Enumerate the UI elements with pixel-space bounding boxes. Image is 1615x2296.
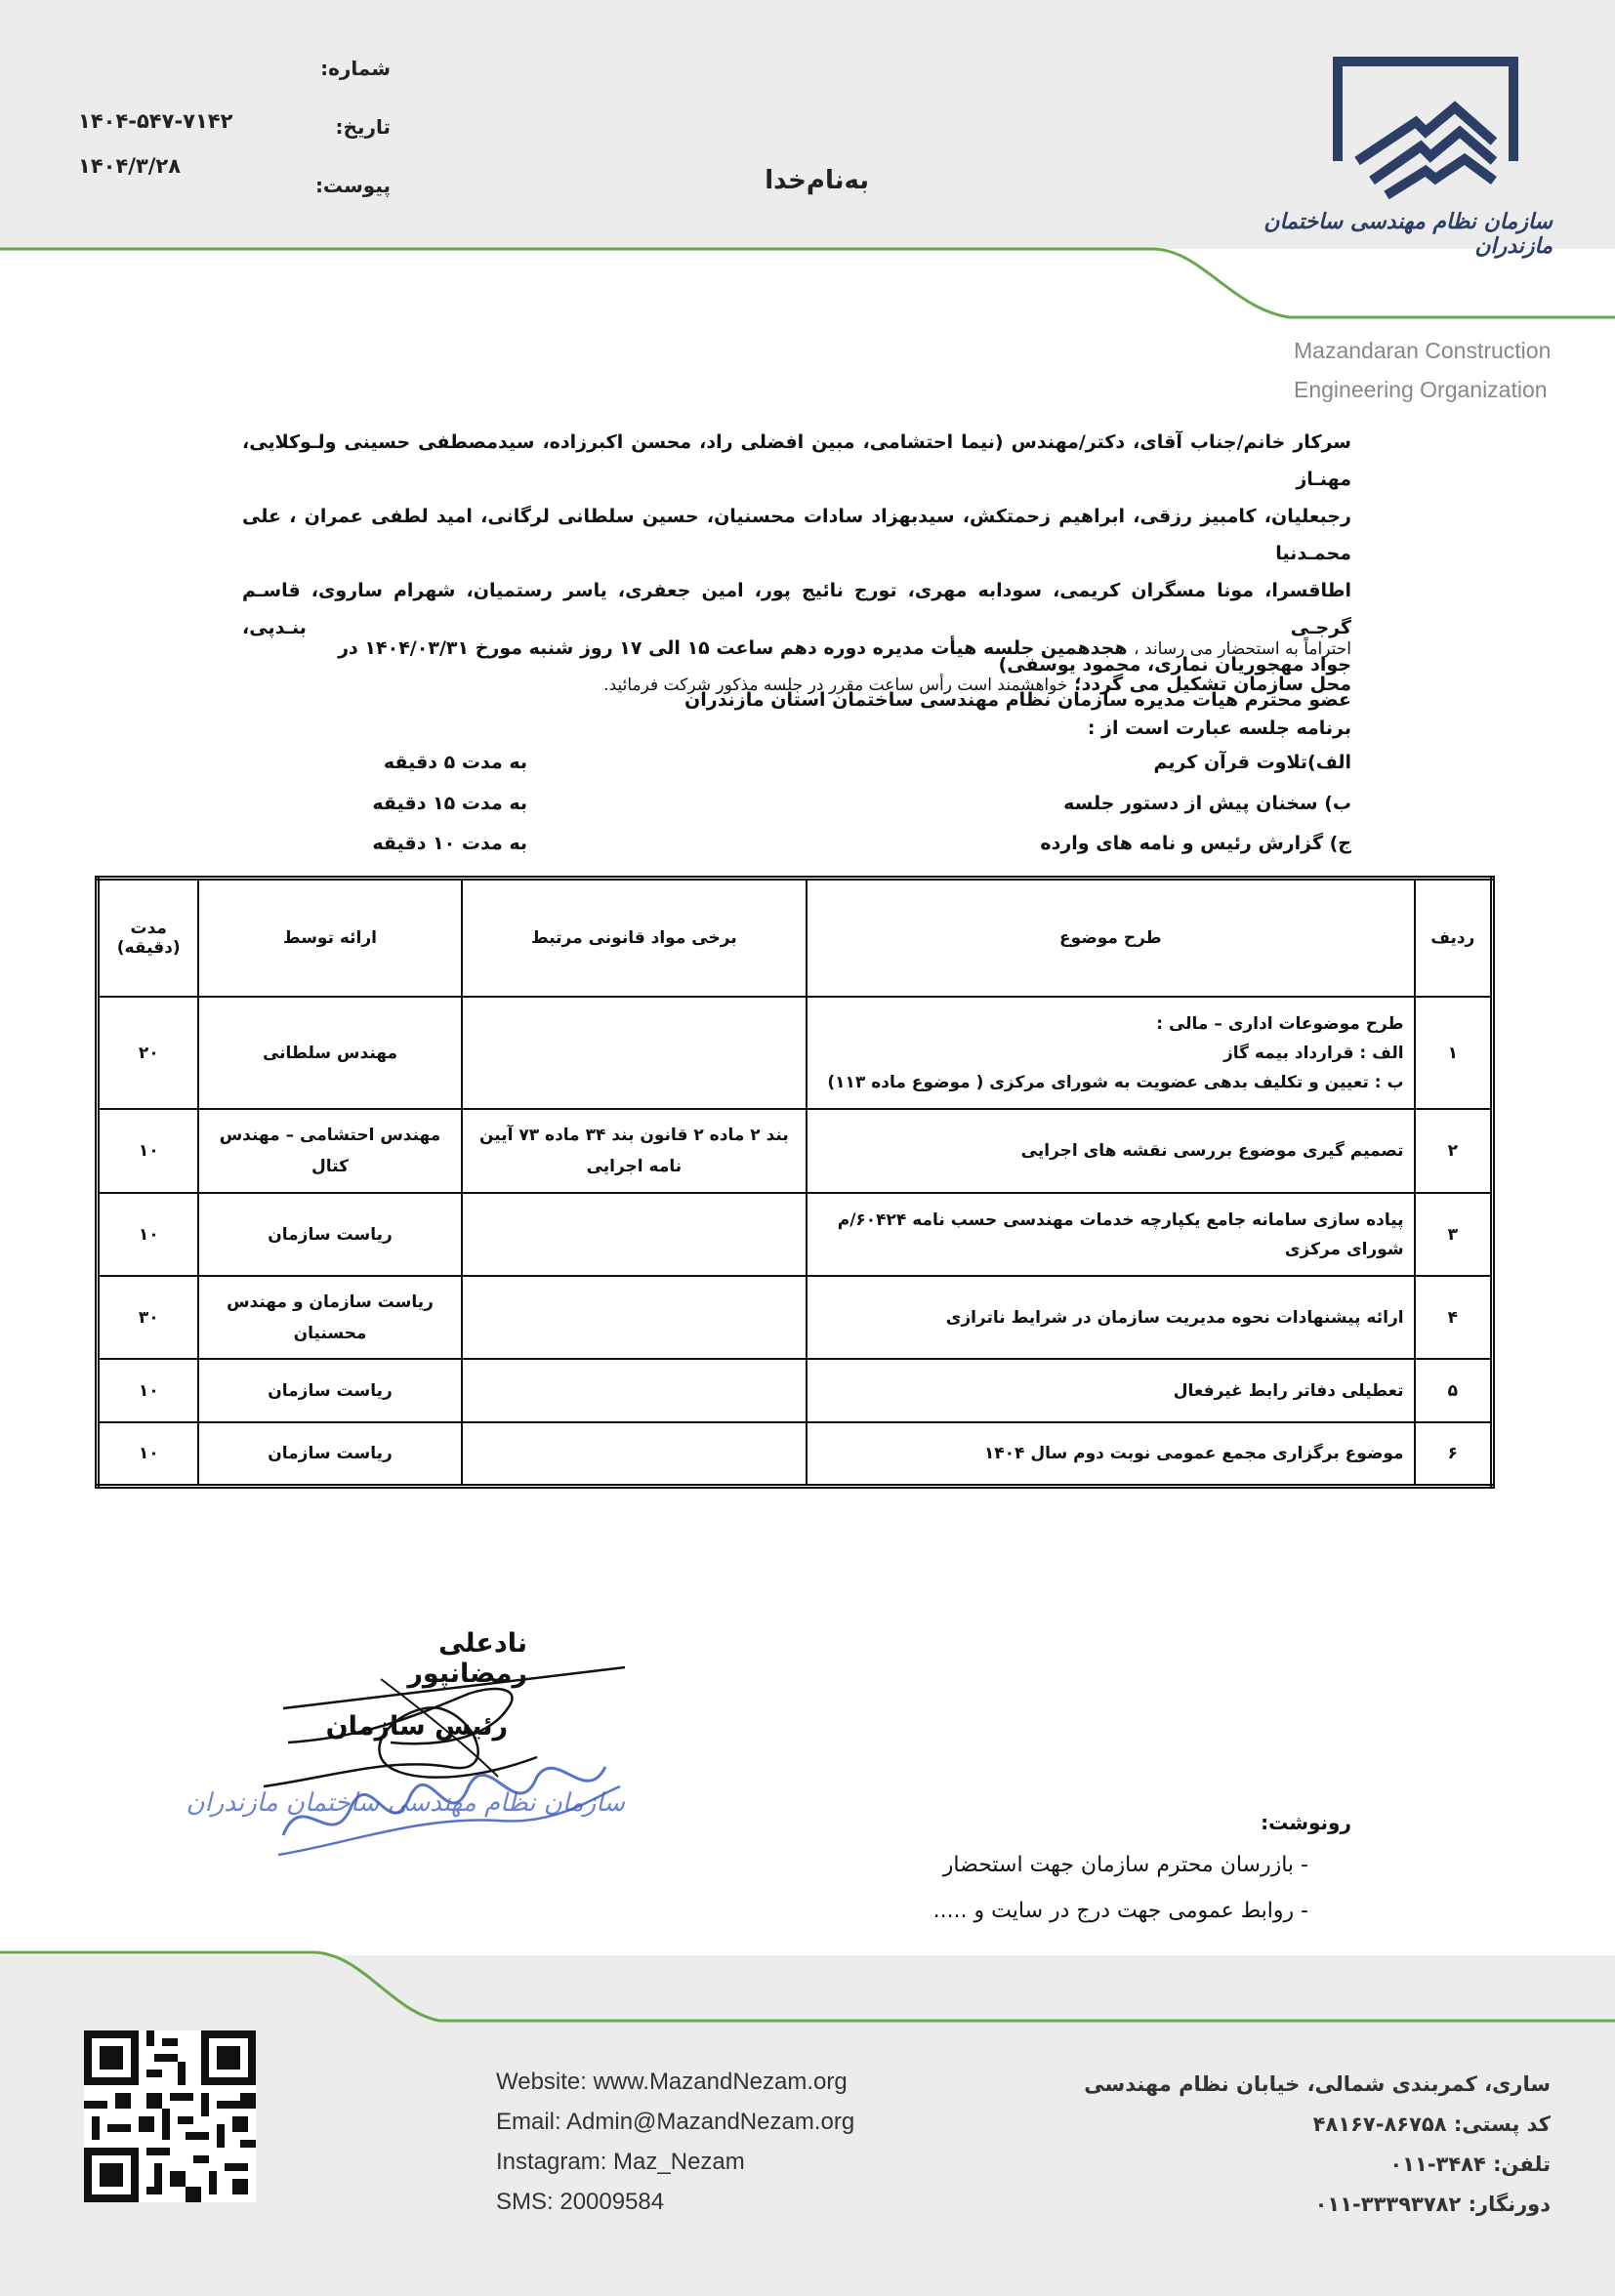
header-duration: مدت (دقیقه) xyxy=(98,879,199,998)
row-laws xyxy=(462,1276,808,1359)
row-laws xyxy=(462,1359,808,1422)
topic-line: ب : تعیین و تکلیف بدهی عضویت به شورای مرکزی ( موضوع ماده ۱۱۳) xyxy=(827,1072,1404,1092)
row-topic xyxy=(807,1109,1414,1193)
row-laws xyxy=(462,1422,808,1486)
program-heading: برنامه جلسه عبارت است از : xyxy=(1087,718,1351,739)
row-duration: ۱۰ xyxy=(98,1193,199,1276)
topic-line: ارائه پیشنهادات نحوه مدیریت سازمان در شرایط ناترازی xyxy=(945,1307,1404,1328)
program-item: الف)تلاوت قرآن کریم xyxy=(1153,752,1351,773)
footer-fax: دورنگار: ۳۳۳۹۳۷۸۲-۰۱۱ xyxy=(1314,2193,1551,2216)
header-row-number: ردیف xyxy=(1415,879,1493,998)
row-presenter: ریاست سازمان xyxy=(198,1193,461,1276)
row-topic xyxy=(807,1276,1414,1359)
letter-number: ۱۴۰۴-۵۴۷-۷۱۴۲ xyxy=(78,109,233,133)
cc-item: - بازرسان محترم سازمان جهت استحضار xyxy=(942,1853,1308,1877)
row-number: ۴ xyxy=(1415,1276,1493,1359)
footer-email: Email: Admin@MazandNezam.org xyxy=(496,2109,855,2135)
org-name-en-line2: Engineering Organization xyxy=(1294,377,1548,402)
program-item: ج) گزارش رئیس و نامه های وارده xyxy=(1040,833,1351,854)
program-duration: به مدت ۱۰ دقیقه xyxy=(372,833,527,854)
footer-website: Website: www.MazandNezam.org xyxy=(496,2069,848,2095)
row-laws xyxy=(462,1193,808,1276)
stamp-icon xyxy=(186,1728,635,1874)
table-row xyxy=(98,1276,1493,1359)
row-presenter: ریاست سازمان و مهندس محسنیان xyxy=(198,1276,461,1359)
invitation-location: محل سازمان تشکیل می گردد؛ xyxy=(1074,674,1351,695)
row-duration: ۱۰ xyxy=(98,1422,199,1486)
table-row xyxy=(98,1359,1493,1422)
header-laws: برخی مواد قانونی مرتبط xyxy=(462,879,808,998)
row-number: ۵ xyxy=(1415,1359,1493,1422)
footer-address: ساری، کمربندی شمالی، خیابان نظام مهندسی xyxy=(1084,2072,1551,2096)
basmala: به‌نام‌خدا xyxy=(765,166,869,195)
letter-date: ۱۴۰۴/۳/۲۸ xyxy=(78,154,182,178)
program-item: ب) سخنان پیش از دستور جلسه xyxy=(1063,793,1351,814)
date-label: تاریخ: xyxy=(335,115,391,139)
organization-logo-icon xyxy=(1328,54,1523,200)
signer-title: رئیس سازمان xyxy=(325,1711,508,1742)
stamp-text: سازمان نظام مهندسی ساختمان مازندران xyxy=(186,1788,625,1818)
invitation-intro: احتراماً به استحضار می رساند ، xyxy=(1134,639,1351,659)
row-topic xyxy=(807,997,1414,1109)
recipients-line: جواد مهجوریان نماری، محمود یوسفی) xyxy=(998,654,1351,676)
footer-sms: SMS: 20009584 xyxy=(496,2189,665,2215)
cc-item: - روابط عمومی جهت درج در سایت و ..... xyxy=(932,1899,1308,1923)
cc-heading: رونوشت: xyxy=(1261,1811,1351,1834)
number-label: شماره: xyxy=(320,57,391,80)
recipient-position: عضو محترم هیات مدیره سازمان نظام مهندسی ساختمان استان مازندران xyxy=(684,689,1351,711)
org-name-en-line1: Mazandaran Construction xyxy=(1294,338,1552,363)
topic-line: موضوع برگزاری مجمع عمومی نوبت دوم سال ۱۴۰۴ xyxy=(983,1443,1404,1463)
row-number: ۶ xyxy=(1415,1422,1493,1486)
invitation-request: خواهشمند است رأس ساعت مقرر در جلسه مذکور شرکت فرمائید. xyxy=(603,676,1068,695)
program-duration: به مدت ۵ دقیقه xyxy=(383,752,527,773)
footer-postal: کد پستی: ۸۶۷۵۸-۴۸۱۶۷ xyxy=(1312,2112,1551,2136)
invitation-line xyxy=(242,667,1351,703)
invitation-paragraph xyxy=(242,631,1351,703)
signer-name: نادعلی رمضانپور xyxy=(407,1628,527,1689)
logo-wordmark: سازمان نظام مهندسی ساختمان مازندران xyxy=(1263,210,1553,259)
table-row xyxy=(98,1109,1493,1193)
footer-instagram: Instagram: Maz_Nezam xyxy=(496,2149,745,2175)
topic-line: طرح موضوعات اداری – مالی : xyxy=(1156,1013,1404,1034)
header-presenter: ارائه توسط xyxy=(198,879,461,998)
header-topic: طرح موضوع xyxy=(807,879,1414,998)
row-duration: ۳۰ xyxy=(98,1276,199,1359)
invitation-meeting-details: هجدهمین جلسه هیأت مدیره دوره دهم ساعت ۱۵ الی ۱۷ روز شنبه مورخ ۱۴۰۴/۰۳/۳۱ در xyxy=(338,637,1128,659)
row-presenter: مهندس احتشامی – مهندس کتال xyxy=(198,1109,461,1193)
row-topic xyxy=(807,1422,1414,1486)
program-duration: به مدت ۱۵ دقیقه xyxy=(372,793,527,814)
recipients-line: اطاقسرا، مونا مسگران کریمی، سودابه مهری، تورج نائیج پور، امین جعفری، یاسر رستمیان، شهرام ساروی، قاسـم گرجـی بنـدپی، xyxy=(242,580,1351,638)
recipients-line: رجبعلیان، کامبیز رزقی، ابراهیم زحمتکش، سیدبهزاد سادات محسنیان، حسین سلطانی لرگانی، امید لطفی عمران ، علی محمـدنیا xyxy=(242,506,1351,564)
table-row xyxy=(98,1422,1493,1486)
topic-line: تصمیم گیری موضوع بررسی نقشه های اجرایی xyxy=(1020,1141,1404,1161)
attachment-label: پیوست: xyxy=(314,174,391,197)
agenda-table xyxy=(95,876,1495,1489)
footer-contacts-fa xyxy=(1055,2065,1551,2225)
row-duration: ۲۰ xyxy=(98,997,199,1109)
row-topic xyxy=(807,1193,1414,1276)
row-presenter: ریاست سازمان xyxy=(198,1359,461,1422)
row-number: ۳ xyxy=(1415,1193,1493,1276)
row-duration: ۱۰ xyxy=(98,1359,199,1422)
row-topic xyxy=(807,1359,1414,1422)
footer-contacts-en xyxy=(496,2062,854,2222)
qr-code-icon xyxy=(84,2030,256,2202)
row-presenter: ریاست سازمان xyxy=(198,1422,461,1486)
row-duration: ۱۰ xyxy=(98,1109,199,1193)
table-header-row xyxy=(98,879,1493,998)
topic-line: پیاده سازی سامانه جامع یکپارچه خدمات مهندسی حسب نامه ۶۰۴۲۴/م شورای مرکزی xyxy=(837,1210,1404,1259)
recipients-line: سرکار خانم/جناب آقای، دکتر/مهندس (نیما احتشامی، مبین افضلی راد، محسن اکبرزاده، سیدمصطفی حسینی ولـوکلایی، مهنـاز xyxy=(242,431,1351,490)
topic-line: الف : قرارداد بیمه گاز xyxy=(1222,1043,1404,1063)
table-row xyxy=(98,1193,1493,1276)
row-number: ۱ xyxy=(1415,997,1493,1109)
topic-line: تعطیلی دفاتر رابط غیرفعال xyxy=(1173,1380,1404,1401)
row-laws: بند ۲ ماده ۲ قانون بند ۳۴ ماده ۷۳ آیین نامه اجرایی xyxy=(462,1109,808,1193)
row-laws xyxy=(462,997,808,1109)
footer-phone: تلفن: ۳۴۸۴-۰۱۱ xyxy=(1389,2152,1551,2176)
footer-curve xyxy=(0,1943,1615,2040)
invitation-line xyxy=(242,631,1351,667)
table-row xyxy=(98,997,1493,1109)
row-number: ۲ xyxy=(1415,1109,1493,1193)
row-presenter: مهندس سلطانی xyxy=(198,997,461,1109)
